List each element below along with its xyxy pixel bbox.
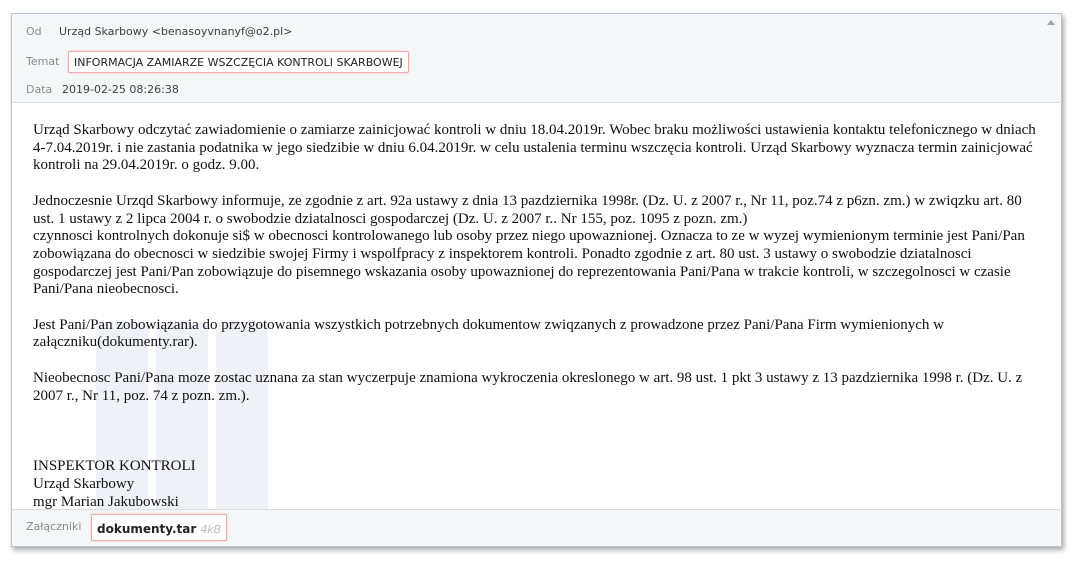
from-label: Od	[26, 25, 42, 38]
subject-label: Temat	[26, 55, 60, 68]
attachments-row	[12, 514, 1061, 540]
attachment-chip[interactable]	[91, 514, 227, 541]
signature-name: mgr Marian Jakubowski	[33, 493, 179, 510]
message-line: czynnosci kontrolnych dokonuje si$ w obecnosci kontrolowanego lub osoby przez niego upowaznionej. Oznacza to ze w wyzej wymienionym terminie jest Pani/Pan zobowiązana do obecnosci w siedzibie swojej Firmy i wspolfpracy z inspektorem kontroli. Ponadto zgodnie z art. 80 ust. 3 ustawy o swobodzie dziatalnosci gospodarczej jest Pani/Pan zobowiązuje do pisemnego wskazania osoby upowaznionej do reprezentowania Pani/Pana w trakcie kontroli, w szczegolnosci w czasie Pani/Pana nieobecnosci.	[33, 228, 1025, 298]
message-line: Urząd Skarbowy odczytać zawiadomienie o zamiarze zainicjować kontroli w dniu 18.04.2019r. Wobec braku możliwości ustawienia kontaktu telefonicznego w dniach 4-7.04.2019r. i nie zastania podatnika w jego siedzibie w dniu 6.04.2019r. w celu ustalenia terminu wszczęcia kontroli. Urząd Skarbowy wyznacza termin zainicjować kontroli na 29.04.2019r. o godz. 9.00.	[33, 122, 1036, 174]
message-paragraph	[33, 370, 1043, 405]
message-text	[33, 122, 1043, 510]
message-line: Jest Pani/Pan zobowiązania do przygotowania wszystkich potrzebnych dokumentow zwiqzanych z prowadzone przez Pani/Pana Firm wymienionych w załączniku(dokumenty.rar).	[33, 316, 945, 351]
message-body	[12, 102, 1061, 510]
email-viewer	[11, 13, 1062, 547]
signature-title: INSPEKTOR KONTROLI	[33, 458, 196, 475]
date-label: Data	[26, 83, 53, 96]
date-value: 2019-02-25 08:26:38	[62, 83, 179, 96]
message-line: Nieobecnosc Pani/Pana moze zostac uznana za stan wyczerpuje znamiona wykroczenia okreslonego w art. 98 ust. 1 pkt 3 ustawy z 13 pazdziernika 1998 r. (Dz. U. z 2007 r., Nr 11, poz. 74 z pozn. zm.).	[33, 369, 1023, 404]
message-line: Jednoczesnie Urzqd Skarbowy informuje, ze zgodnie z art. 92a ustawy z dnia 13 pazdziernika 1998r. (Dz. U. z 2007 r., Nr 11, poz.74 z p6zn. zm.) w zwiqzku art. 80 ust. 1 ustawy z 2 lipca 2004 r. o swobodzie dziatalnosci gospodarczej (Dz. U. z 2007 r.. Nr 155, poz. 1095 z pozn. zm.)	[33, 192, 1022, 227]
message-paragraph	[33, 122, 1043, 175]
attachment-name[interactable]: dokumenty.tar	[97, 522, 197, 536]
attachments-label: Załączniki	[26, 520, 82, 533]
scroll-up-arrow-icon[interactable]	[1047, 20, 1055, 25]
subject-value: INFORMACJA ZAMIARZE WSZCZĘCIA KONTROLI SKARBOWEJ	[68, 51, 409, 73]
signature-office: Urząd Skarbowy	[33, 475, 135, 492]
attachment-size: 4kB	[200, 523, 222, 536]
signature	[33, 458, 1043, 510]
message-paragraph	[33, 317, 1043, 352]
from-value: Urząd Skarbowy <benasoyvnanyf@o2.pl>	[59, 25, 293, 38]
message-paragraph	[33, 193, 1043, 299]
